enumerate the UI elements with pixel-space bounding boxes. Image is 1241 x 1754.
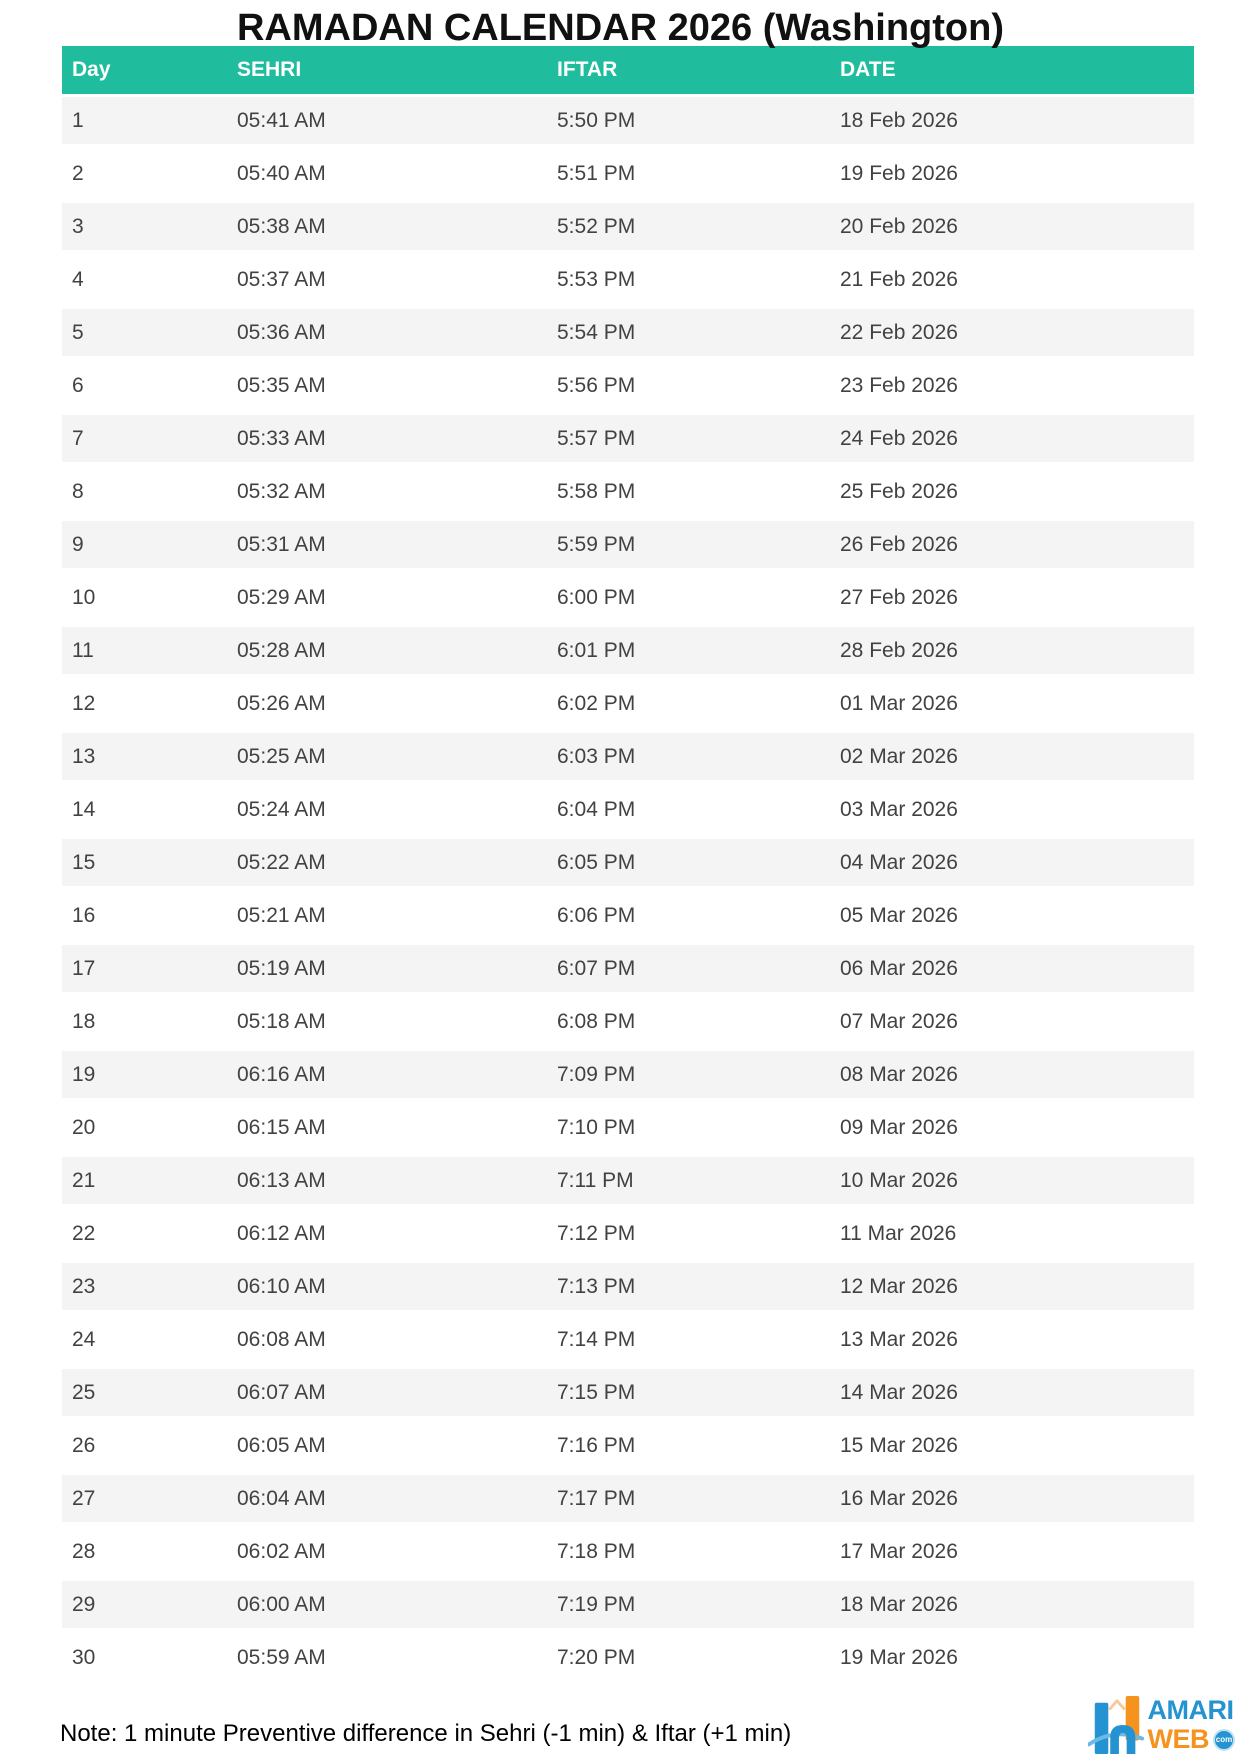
cell-date: 09 Mar 2026 — [840, 1115, 958, 1139]
table-body — [62, 94, 1194, 1684]
cell-sehri: 05:35 AM — [237, 373, 326, 397]
cell-sehri: 06:12 AM — [237, 1221, 326, 1245]
cell-sehri: 05:32 AM — [237, 479, 326, 503]
cell-date: 12 Mar 2026 — [840, 1274, 958, 1298]
cell-sehri: 05:37 AM — [237, 267, 326, 291]
hamariweb-logo-icon — [1088, 1694, 1146, 1754]
cell-sehri: 05:40 AM — [237, 161, 326, 185]
cell-day: 10 — [72, 585, 96, 609]
cell-day: 25 — [72, 1380, 96, 1404]
cell-date: 21 Feb 2026 — [840, 267, 958, 291]
cell-sehri: 05:38 AM — [237, 214, 326, 238]
cell-iftar: 5:57 PM — [557, 426, 636, 450]
cell-iftar: 7:15 PM — [557, 1380, 636, 1404]
cell-sehri: 05:31 AM — [237, 532, 326, 556]
cell-sehri: 05:19 AM — [237, 956, 326, 980]
cell-date: 03 Mar 2026 — [840, 797, 958, 821]
cell-sehri: 06:05 AM — [237, 1433, 326, 1457]
cell-day: 27 — [72, 1486, 96, 1510]
cell-day: 21 — [72, 1168, 96, 1192]
cell-day: 12 — [72, 691, 96, 715]
column-header-date: DATE — [840, 58, 896, 81]
table-row — [62, 889, 1194, 942]
cell-iftar: 7:12 PM — [557, 1221, 636, 1245]
cell-sehri: 05:18 AM — [237, 1009, 326, 1033]
cell-date: 04 Mar 2026 — [840, 850, 958, 874]
cell-sehri: 06:16 AM — [237, 1062, 326, 1086]
cell-sehri: 05:21 AM — [237, 903, 326, 927]
cell-sehri: 06:08 AM — [237, 1327, 326, 1351]
cell-sehri: 05:26 AM — [237, 691, 326, 715]
cell-day: 14 — [72, 797, 96, 821]
cell-date: 16 Mar 2026 — [840, 1486, 958, 1510]
table-row — [62, 253, 1194, 306]
table-row — [62, 677, 1194, 730]
cell-iftar: 6:05 PM — [557, 850, 636, 874]
cell-date: 25 Feb 2026 — [840, 479, 958, 503]
cell-date: 07 Mar 2026 — [840, 1009, 958, 1033]
table-row — [62, 1366, 1194, 1419]
cell-iftar: 7:17 PM — [557, 1486, 636, 1510]
table-row — [62, 942, 1194, 995]
cell-iftar: 7:11 PM — [557, 1168, 634, 1192]
cell-iftar: 7:16 PM — [557, 1433, 636, 1457]
cell-day: 8 — [72, 479, 84, 503]
cell-iftar: 7:10 PM — [557, 1115, 636, 1139]
table-row — [62, 783, 1194, 836]
cell-sehri: 05:22 AM — [237, 850, 326, 874]
cell-date: 18 Feb 2026 — [840, 108, 958, 132]
table-row — [62, 412, 1194, 465]
cell-iftar: 6:07 PM — [557, 956, 636, 980]
cell-day: 6 — [72, 373, 84, 397]
cell-day: 9 — [72, 532, 84, 556]
table-row — [62, 1631, 1194, 1684]
logo-text-web-line — [1148, 1726, 1236, 1753]
cell-iftar: 7:19 PM — [557, 1592, 636, 1616]
cell-iftar: 5:54 PM — [557, 320, 636, 344]
table-row — [62, 306, 1194, 359]
cell-date: 05 Mar 2026 — [840, 903, 958, 927]
cell-day: 20 — [72, 1115, 96, 1139]
cell-day: 11 — [72, 638, 94, 662]
cell-iftar: 7:09 PM — [557, 1062, 636, 1086]
table-header-row — [62, 46, 1194, 94]
cell-date: 15 Mar 2026 — [840, 1433, 958, 1457]
cell-iftar: 7:20 PM — [557, 1645, 636, 1669]
table-row — [62, 1525, 1194, 1578]
page-title: RAMADAN CALENDAR 2026 (Washington) — [236, 7, 1005, 49]
cell-day: 17 — [72, 956, 96, 980]
cell-date: 11 Mar 2026 — [840, 1221, 957, 1245]
cell-date: 02 Mar 2026 — [840, 744, 958, 768]
cell-iftar: 7:14 PM — [557, 1327, 636, 1351]
cell-sehri: 05:41 AM — [237, 108, 326, 132]
cell-iftar: 5:50 PM — [557, 108, 636, 132]
cell-date: 26 Feb 2026 — [840, 532, 958, 556]
table-row — [62, 1578, 1194, 1631]
cell-sehri: 05:29 AM — [237, 585, 326, 609]
cell-day: 23 — [72, 1274, 96, 1298]
cell-date: 18 Mar 2026 — [840, 1592, 958, 1616]
cell-iftar: 5:58 PM — [557, 479, 636, 503]
cell-day: 2 — [72, 161, 84, 185]
cell-sehri: 06:15 AM — [237, 1115, 326, 1139]
logo-text-amari: AMARI — [1147, 1695, 1234, 1725]
cell-date: 06 Mar 2026 — [840, 956, 958, 980]
cell-day: 19 — [72, 1062, 96, 1086]
cell-day: 15 — [72, 850, 96, 874]
cell-sehri: 06:00 AM — [237, 1592, 326, 1616]
column-header-day: Day — [72, 58, 111, 81]
hamariweb-logo-text — [1148, 1697, 1236, 1753]
cell-sehri: 05:24 AM — [237, 797, 326, 821]
cell-sehri: 05:36 AM — [237, 320, 326, 344]
cell-sehri: 06:07 AM — [237, 1380, 326, 1404]
cell-iftar: 5:53 PM — [557, 267, 636, 291]
table-row — [62, 836, 1194, 889]
cell-date: 27 Feb 2026 — [840, 585, 958, 609]
cell-day: 18 — [72, 1009, 96, 1033]
table-row — [62, 1207, 1194, 1260]
table-row — [62, 465, 1194, 518]
cell-iftar: 7:18 PM — [557, 1539, 636, 1563]
cell-sehri: 05:33 AM — [237, 426, 326, 450]
cell-iftar: 6:03 PM — [557, 744, 636, 768]
table-row — [62, 94, 1194, 147]
page-footer — [60, 1694, 1235, 1754]
cell-sehri: 06:04 AM — [237, 1486, 326, 1510]
cell-day: 22 — [72, 1221, 96, 1245]
cell-date: 13 Mar 2026 — [840, 1327, 958, 1351]
cell-day: 3 — [72, 214, 84, 238]
note-text: Note: 1 minute Preventive difference in Sehri (-1 min) & Iftar (+1 min) — [60, 1720, 792, 1747]
cell-date: 24 Feb 2026 — [840, 426, 958, 450]
cell-day: 13 — [72, 744, 96, 768]
cell-day: 28 — [72, 1539, 96, 1563]
cell-date: 23 Feb 2026 — [840, 373, 958, 397]
cell-date: 17 Mar 2026 — [840, 1539, 958, 1563]
table-row — [62, 1260, 1194, 1313]
table-row — [62, 1101, 1194, 1154]
calendar-table — [62, 46, 1194, 1684]
logo-tld-badge: com — [1213, 1729, 1235, 1751]
table-row — [62, 1419, 1194, 1472]
logo-text-web: WEB — [1147, 1724, 1209, 1754]
cell-day: 7 — [72, 426, 84, 450]
table-row — [62, 1154, 1194, 1207]
cell-date: 19 Feb 2026 — [840, 161, 958, 185]
table-row — [62, 1048, 1194, 1101]
cell-iftar: 5:59 PM — [557, 532, 636, 556]
table-row — [62, 995, 1194, 1048]
hamariweb-logo — [1088, 1694, 1236, 1754]
cell-sehri: 05:28 AM — [237, 638, 326, 662]
cell-date: 22 Feb 2026 — [840, 320, 958, 344]
cell-day: 16 — [72, 903, 96, 927]
table-row — [62, 624, 1194, 677]
cell-iftar: 7:13 PM — [557, 1274, 636, 1298]
cell-day: 30 — [72, 1645, 96, 1669]
cell-iftar: 6:00 PM — [557, 585, 636, 609]
cell-date: 01 Mar 2026 — [840, 691, 958, 715]
cell-iftar: 6:08 PM — [557, 1009, 636, 1033]
table-row — [62, 518, 1194, 571]
cell-sehri: 06:02 AM — [237, 1539, 326, 1563]
cell-iftar: 6:04 PM — [557, 797, 636, 821]
cell-date: 08 Mar 2026 — [840, 1062, 958, 1086]
cell-sehri: 06:10 AM — [237, 1274, 326, 1298]
column-header-iftar: IFTAR — [557, 58, 618, 81]
table-row — [62, 1472, 1194, 1525]
cell-iftar: 6:02 PM — [557, 691, 636, 715]
table-row — [62, 1313, 1194, 1366]
table-row — [62, 571, 1194, 624]
cell-iftar: 6:06 PM — [557, 903, 636, 927]
cell-day: 1 — [72, 108, 84, 132]
cell-date: 14 Mar 2026 — [840, 1380, 958, 1404]
cell-sehri: 05:25 AM — [237, 744, 326, 768]
cell-sehri: 05:59 AM — [237, 1645, 326, 1669]
cell-iftar: 5:51 PM — [557, 161, 636, 185]
table-row — [62, 359, 1194, 412]
cell-day: 5 — [72, 320, 84, 344]
cell-day: 4 — [72, 267, 84, 291]
cell-sehri: 06:13 AM — [237, 1168, 326, 1192]
cell-date: 20 Feb 2026 — [840, 214, 958, 238]
cell-date: 28 Feb 2026 — [840, 638, 958, 662]
cell-day: 26 — [72, 1433, 96, 1457]
table-row — [62, 147, 1194, 200]
table-row — [62, 730, 1194, 783]
cell-iftar: 5:52 PM — [557, 214, 636, 238]
cell-iftar: 6:01 PM — [557, 638, 636, 662]
cell-day: 29 — [72, 1592, 96, 1616]
cell-date: 19 Mar 2026 — [840, 1645, 958, 1669]
cell-iftar: 5:56 PM — [557, 373, 636, 397]
cell-day: 24 — [72, 1327, 96, 1351]
column-header-sehri: SEHRI — [237, 58, 302, 81]
table-row — [62, 200, 1194, 253]
cell-date: 10 Mar 2026 — [840, 1168, 958, 1192]
